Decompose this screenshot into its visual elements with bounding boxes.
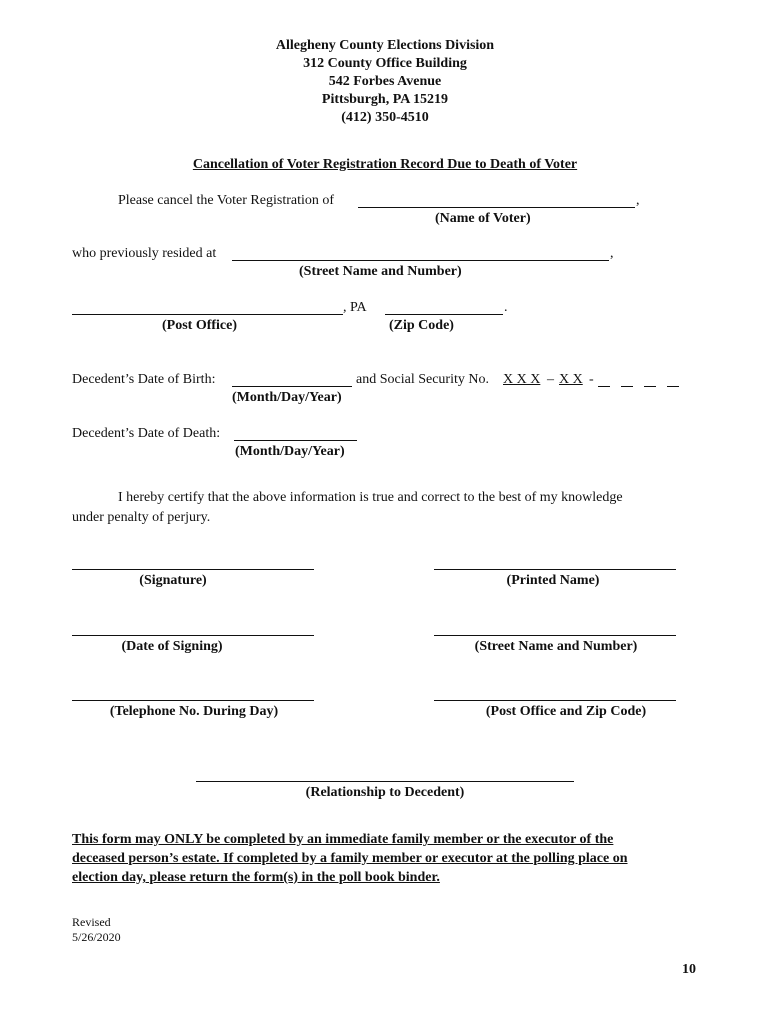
- residence-comma: ,: [610, 246, 614, 261]
- signer-street-line[interactable]: [434, 635, 676, 636]
- printed-name-caption: (Printed Name): [506, 573, 600, 588]
- signer-street-caption: (Street Name and Number): [474, 639, 638, 654]
- printed-name-line[interactable]: [434, 569, 676, 570]
- notice-line-3: election day, please return the form(s) in the poll book binder.: [72, 870, 440, 885]
- post-office-caption: (Post Office): [162, 318, 238, 333]
- notice-line-1: This form may ONLY be completed by an immediate family member or the executor of the: [72, 832, 614, 847]
- ssn-digit-3[interactable]: [644, 386, 656, 387]
- revised-label: Revised: [72, 915, 111, 929]
- zip-line[interactable]: [385, 314, 503, 315]
- telephone-caption: (Telephone No. During Day): [109, 704, 279, 719]
- pa-label: , PA: [343, 300, 367, 315]
- signer-post-office-line[interactable]: [434, 700, 676, 701]
- form-title: Cancellation of Voter Registration Record Due to Death of Voter: [192, 157, 578, 172]
- dob-label: Decedent’s Date of Birth:: [72, 372, 216, 387]
- date-of-signing-caption: (Date of Signing): [121, 639, 223, 654]
- residence-intro: who previously resided at: [72, 246, 217, 261]
- page-number: 10: [682, 962, 696, 977]
- voter-comma: ,: [636, 193, 640, 208]
- agency-name: Allegheny County Elections Division: [275, 38, 495, 53]
- signer-post-office-caption: (Post Office and Zip Code): [485, 704, 647, 719]
- ssn-label: and Social Security No.: [356, 372, 489, 387]
- post-office-line[interactable]: [72, 314, 343, 315]
- ssn-digit-4[interactable]: [667, 386, 679, 387]
- relationship-line[interactable]: [196, 781, 574, 782]
- street-caption: (Street Name and Number): [299, 264, 462, 279]
- agency-building: 312 County Office Building: [303, 56, 467, 71]
- agency-city: Pittsburgh, PA 15219: [321, 92, 449, 107]
- revised-date: 5/26/2020: [72, 930, 121, 944]
- zip-caption: (Zip Code): [389, 318, 454, 333]
- certify-line-2: under penalty of perjury.: [72, 510, 211, 525]
- relationship-caption: (Relationship to Decedent): [305, 785, 465, 800]
- ssn-digit-1[interactable]: [598, 386, 610, 387]
- ssn-masked-2: X X: [559, 372, 583, 387]
- telephone-line[interactable]: [72, 700, 314, 701]
- dod-label: Decedent’s Date of Death:: [72, 426, 221, 441]
- voter-intro: Please cancel the Voter Registration of: [118, 193, 335, 208]
- ssn-digit-2[interactable]: [621, 386, 633, 387]
- ssn-dash-2: -: [589, 372, 594, 387]
- street-line[interactable]: [232, 260, 609, 261]
- ssn-dash-1: –: [547, 372, 554, 387]
- voter-name-line[interactable]: [358, 207, 635, 208]
- agency-phone: (412) 350-4510: [341, 110, 429, 125]
- voter-name-caption: (Name of Voter): [435, 211, 531, 226]
- agency-street: 542 Forbes Avenue: [328, 74, 442, 89]
- certify-line-1: I hereby certify that the above information is true and correct to the best of my knowledge: [118, 490, 623, 505]
- dod-caption: (Month/Day/Year): [235, 444, 345, 459]
- dob-line[interactable]: [232, 386, 352, 387]
- ssn-masked-1: X X X: [503, 372, 541, 387]
- dob-caption: (Month/Day/Year): [232, 390, 342, 405]
- zip-period: .: [504, 300, 508, 315]
- date-of-signing-line[interactable]: [72, 635, 314, 636]
- dod-line[interactable]: [234, 440, 357, 441]
- signature-caption: (Signature): [139, 573, 207, 588]
- notice-line-2: deceased person’s estate. If completed by a family member or executor at the polling place on: [72, 851, 628, 866]
- signature-line[interactable]: [72, 569, 314, 570]
